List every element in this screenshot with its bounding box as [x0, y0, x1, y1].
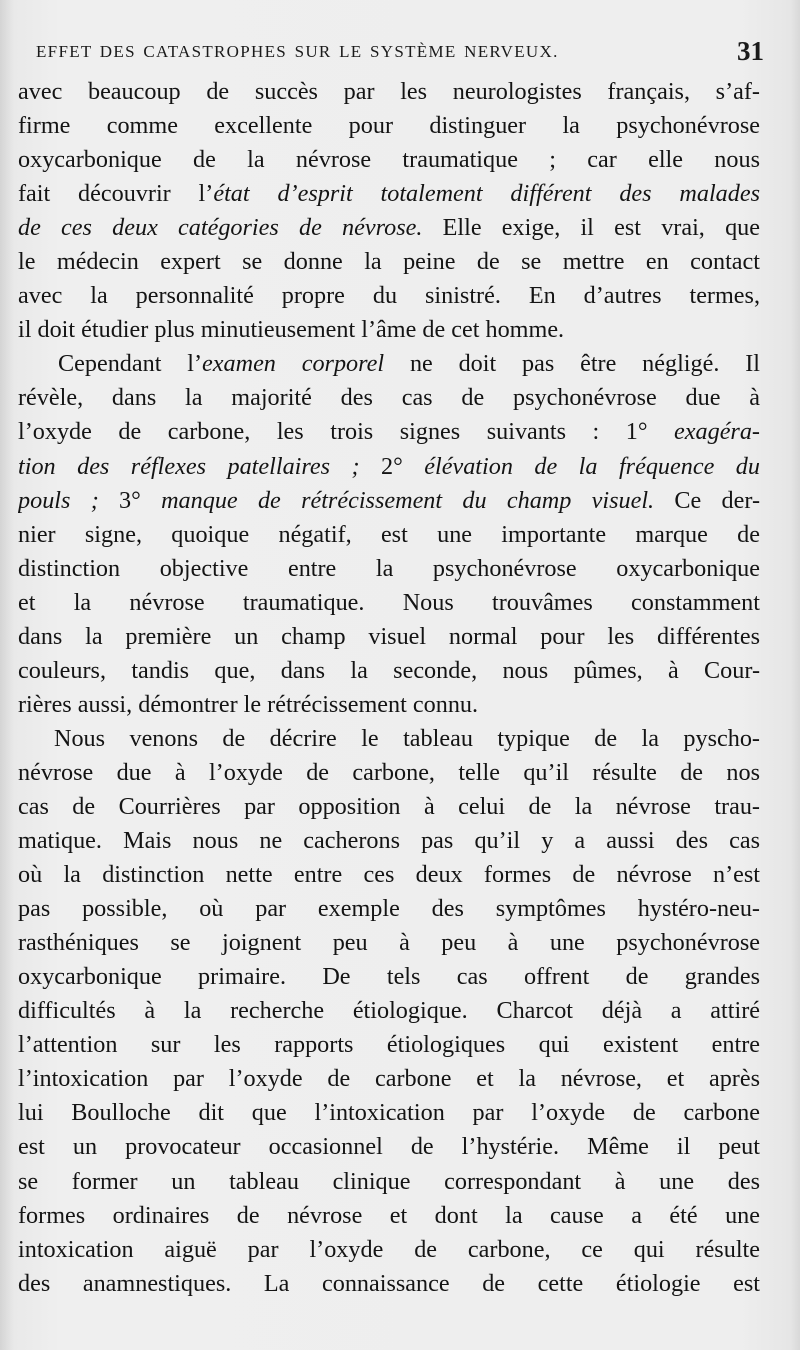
text-run: névrose due à l’oxyde de carbone, telle qu’il résulte de nos	[18, 758, 760, 786]
body-text	[18, 75, 760, 1301]
text-line	[18, 143, 760, 177]
text-line	[18, 586, 760, 620]
running-title: EFFET DES CATASTROPHES SUR LE SYSTÈME NERVEUX.	[36, 42, 559, 61]
text-run: nier signe, quoique négatif, est une importante marque de	[18, 520, 760, 548]
text-run: révèle, dans la majorité des cas de psychonévrose due à	[18, 384, 760, 412]
text-run: lui Boulloche dit que l’intoxication par l’oxyde de carbone	[18, 1099, 760, 1127]
text-run: l’intoxication par l’oxyde de carbone et la névrose, et après	[18, 1065, 760, 1093]
text-run: 3°	[98, 486, 162, 514]
text-run: avec la personnalité propre du sinistré. En d’autres termes,	[18, 282, 760, 310]
text-run: rières aussi, démontrer le rétrécissement connu.	[18, 690, 479, 718]
text-run: l’oxyde de carbone, les trois signes suivants : 1°	[18, 418, 675, 446]
text-run: se former un tableau clinique correspondant à une des	[18, 1167, 760, 1195]
text-run: matique. Mais nous ne cacherons pas qu’il y a aussi des cas	[18, 827, 760, 855]
text-line	[18, 756, 760, 790]
text-line	[18, 381, 760, 415]
text-line	[18, 415, 760, 449]
text-line	[18, 824, 760, 858]
text-line	[18, 654, 760, 688]
text-run: difficultés à la recherche étiologique. Charcot déjà a attiré	[18, 997, 760, 1025]
text-run: avec beaucoup de succès par les neurologistes français, s’af-	[18, 78, 760, 105]
italic-run: manque de rétrécissement du champ visuel.	[161, 486, 655, 514]
text-line	[18, 552, 760, 586]
text-run: couleurs, tandis que, dans la seconde, nous pûmes, à Cour-	[18, 656, 760, 684]
text-line	[18, 450, 760, 484]
text-line	[18, 1028, 760, 1062]
text-line	[18, 484, 760, 518]
text-line	[18, 1199, 760, 1233]
text-line	[18, 1062, 760, 1096]
italic-run: tion des réflexes patellaires ;	[18, 452, 360, 480]
text-run: des anamnestiques. La connaissance de cette étiologie est	[18, 1269, 760, 1297]
text-run: le médecin expert se donne la peine de se mettre en contact	[18, 248, 760, 276]
text-line	[18, 245, 760, 279]
text-run: dans la première un champ visuel normal pour les différentes	[18, 622, 760, 650]
text-run: Nous venons de décrire le tableau typique de la pyscho-	[54, 724, 760, 752]
text-line	[18, 279, 760, 313]
text-line	[18, 688, 760, 722]
text-line	[18, 620, 760, 654]
text-run: intoxication aiguë par l’oxyde de carbone, ce qui résulte	[18, 1235, 760, 1263]
text-run: Cependant l’	[58, 350, 203, 378]
text-line	[18, 1165, 760, 1199]
text-line	[18, 1267, 760, 1301]
italic-run: de ces deux catégories de névrose.	[18, 214, 423, 242]
text-line	[18, 177, 760, 211]
text-line	[18, 211, 760, 245]
text-line	[18, 926, 760, 960]
text-line	[18, 1130, 760, 1164]
text-line	[18, 109, 760, 143]
running-header	[36, 38, 764, 68]
text-run: Elle exige, il est vrai, que	[422, 214, 760, 242]
text-line	[18, 892, 760, 926]
text-line	[18, 1233, 760, 1267]
text-run: Ce der-	[654, 486, 760, 514]
text-run: ne doit pas être négligé. Il	[384, 350, 760, 378]
text-line	[18, 313, 760, 347]
text-run: distinction objective entre la psychonévrose oxycarbonique	[18, 554, 760, 582]
text-run: pas possible, où par exemple des symptômes hystéro-neu-	[18, 895, 760, 923]
italic-run: pouls ;	[18, 486, 99, 514]
text-run: fait découvrir l’	[18, 180, 214, 208]
page-number: 31	[737, 36, 764, 66]
text-run: firme comme excellente pour distinguer la psychonévrose	[18, 112, 760, 140]
text-run: cas de Courrières par opposition à celui de la névrose trau-	[18, 792, 760, 820]
text-line	[18, 1096, 760, 1130]
text-run: oxycarbonique primaire. De tels cas offrent de grandes	[18, 963, 760, 991]
text-line	[18, 994, 760, 1028]
text-run: 2°	[359, 452, 425, 480]
text-run: où la distinction nette entre ces deux formes de névrose n’est	[18, 861, 760, 889]
text-run: il doit étudier plus minutieusement l’âme de cet homme.	[18, 316, 565, 344]
italic-run: examen corporel	[202, 350, 385, 378]
text-line	[18, 75, 760, 109]
text-run: et la névrose traumatique. Nous trouvâmes constamment	[18, 588, 760, 616]
text-line	[18, 960, 760, 994]
text-line	[18, 518, 760, 552]
italic-run: état d’esprit totalement différent des malades	[213, 180, 760, 208]
italic-run: exagéra-	[674, 418, 760, 446]
text-line	[18, 858, 760, 892]
text-line	[18, 722, 760, 756]
text-line	[18, 790, 760, 824]
text-run: rasthéniques se joignent peu à peu à une psychonévrose	[18, 929, 760, 957]
text-run: oxycarbonique de la névrose traumatique ; car elle nous	[18, 146, 760, 174]
text-run: est un provocateur occasionnel de l’hystérie. Même il peut	[18, 1133, 760, 1161]
text-line	[18, 347, 760, 381]
italic-run: élévation de la fréquence du	[424, 452, 760, 480]
text-run: formes ordinaires de névrose et dont la cause a été une	[18, 1201, 760, 1229]
text-run: l’attention sur les rapports étiologiques qui existent entre	[18, 1031, 760, 1059]
